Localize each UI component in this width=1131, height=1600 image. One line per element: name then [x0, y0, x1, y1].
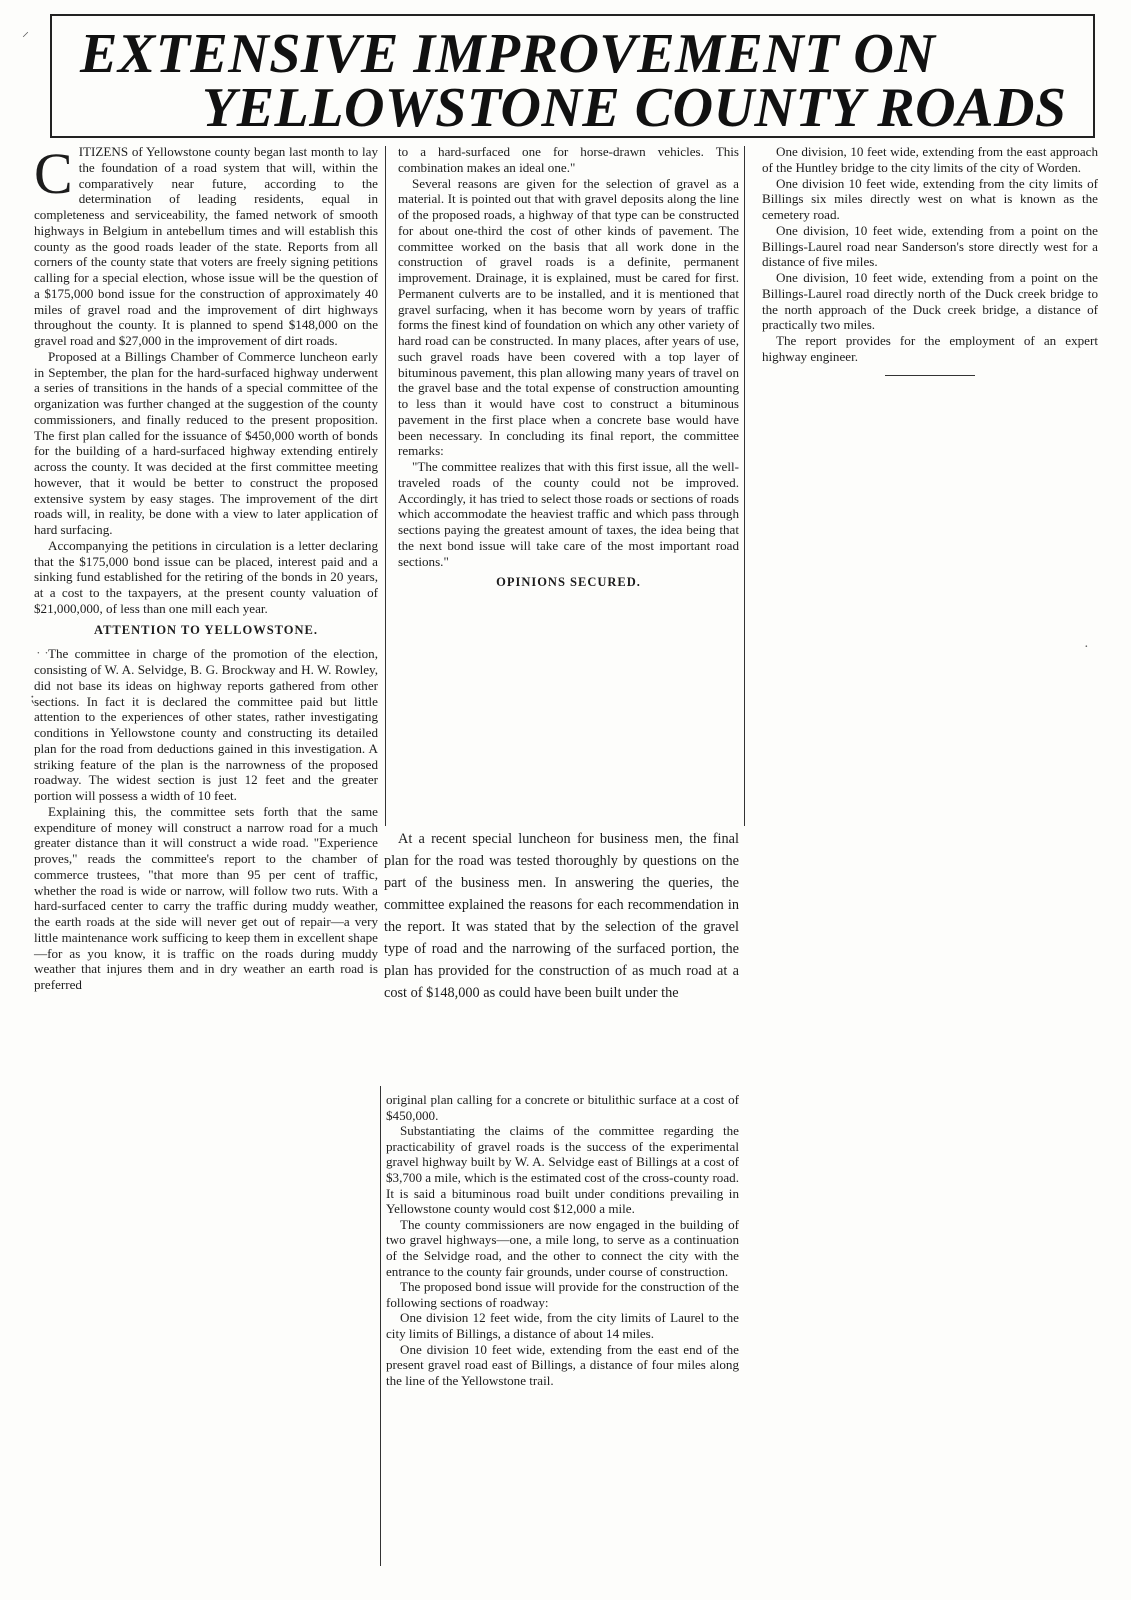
paragraph: One division, 10 feet wide, extending from a point on the Billings-Laurel road near Sanderson's store directly west for a distance of five miles. [762, 222, 1098, 270]
paragraph: One division, 10 feet wide, extending from a point on the Billings-Laurel road directly north of the Duck creek bridge to the north approach of the Duck creek bridge, a distance of practically two miles. [762, 270, 1098, 333]
paragraph: The county commissioners are now engaged in the building of two gravel highways—one, a mile long, to serve as a continuation of the Selvidge road, and the other to connect the city with the entrance to the county fair grounds, under course of construction. [386, 1216, 739, 1279]
paragraph: The report provides for the employment of an expert highway engineer. [762, 333, 1098, 364]
article-column-1 [34, 141, 378, 993]
paragraph: Proposed at a Billings Chamber of Commerce luncheon early in September, the plan for the hard-surfaced highway underwent a series of transitions in the hands of a special committee of the organization was further changed at the suggestion of the county commissioners, and finally reduced to the present proposition. The first plan called for the issuance of $450,000 worth of bonds for the building of a hard-surfaced highway extending entirely across the county. It was decided at the first committee meeting however, that it would be better to construct the proposed extensive system by easy stages. The improvement of the dirt roads will, in reality, be done with a view to later application of hard surfacing. [34, 348, 378, 537]
paragraph: At a recent special luncheon for business men, the final plan for the road was tested thoroughly by questions on the part of the business men. In answering the queries, the committee explained the reasons for each recommendation in the report. It was stated that by the selection of the gravel type of road and the narrowing of the surfaced portion, the plan has provided for the construction of as much road at a cost of $148,000 as could have been built under the [384, 831, 739, 1001]
article-column-2-bottom [386, 1092, 739, 1388]
margin-mark: · [1084, 640, 1089, 655]
paragraph: The proposed bond issue will provide for the construction of the following sections of roadway: [386, 1279, 739, 1310]
lead-paragraph: CITIZENS of Yellowstone county began last month to lay the foundation of a road system that will, within the comparatively near future, according to the determination of leading residents, equal in completeness and serviceability, the famed network of smooth highways in Belgium in antebellum times and will establish this county as the good roads leader of the state. Reports from all corners of the county state that voters are freely signing petitions calling for a special election, whose issue will be the question of a $175,000 bond issue for the construction of approximately 40 miles of gravel road and the improvement of dirt highways throughout the county. It is planned to spend $148,000 on the gravel road and $27,000 in the improvement of dirt roads. [34, 141, 378, 348]
paragraph: Accompanying the petitions in circulation is a letter declaring that the $175,000 bond issue can be placed, interest paid and a sinking fund established for the retiring of the bonds in 20 years, at a cost to the taxpayers, at the present county valuation of $21,000,000, of less than one mill each year. [34, 537, 378, 616]
paragraph: Substantiating the claims of the committee regarding the practicability of gravel roads is the success of the experimental gravel highway built by W. A. Selvidge east of Billings at a cost of $3,700 a mile, which is the estimated cost of the cross-county road. It is said a bituminous road built under conditions prevailing in Yellowstone county would cost $12,000 a mile. [386, 1123, 739, 1217]
end-rule [885, 375, 975, 376]
paragraph: to a hard-surfaced one for horse-drawn vehicles. This combination makes an ideal one." [398, 144, 739, 175]
headline-box [50, 14, 1095, 138]
margin-mark: ˙ ˙ [36, 650, 49, 665]
paragraph: One division 10 feet wide, extending from the east end of the present gravel road east of Billings, a distance of four miles along the line of the Yellowstone trail. [386, 1341, 739, 1388]
column-divider [380, 1086, 381, 1566]
headline-line-2: YELLOWSTONE COUNTY ROADS [202, 77, 1067, 139]
paragraph: original plan calling for a concrete or bitulithic surface at a cost of $450,000. [386, 1092, 739, 1123]
margin-mark: ⸝ [22, 25, 29, 40]
column-divider [385, 146, 386, 826]
drop-cap: C [34, 141, 73, 206]
paragraph: The committee in charge of the promotion of the election, consisting of W. A. Selvidge, B. G. Brockway and H. W. Rowley, did not base its ideas on highway reports gathered from other sections. In fact it is declared the committee paid but little attention to the experiences of other states, rather investigating conditions in Yellowstone county and constructing its detailed plan for the road from deductions gained in this investigation. A striking feature of the plan is the narrowness of the proposed roadway. The widest section is just 12 feet and the greater portion will possess a width of 10 feet. [34, 646, 378, 803]
article-column-2-middle [384, 828, 739, 1004]
paragraph: "The committee realizes that with this first issue, all the well-traveled roads of the county could not be improved. Accordingly, it has tried to select those roads or sections of roads which accommodate the heaviest traffic and which pass through sections paying the greatest amount of taxes, the idea being that the next bond issue will take care of the most important road sections." [398, 459, 739, 569]
paragraph: Several reasons are given for the selection of gravel as a material. It is pointed out that with gravel deposits along the line of the proposed roads, a highway of that type can be constructed for about one-third the cost of other kinds of pavement. The committee worked on the basis that all work done in the construction of gravel roads is a definite, permanent improvement. Drainage, it is explained, must be cared for first. Permanent culverts are to be installed, and it is mentioned that gravel surfacing, when it has become worn by years of traffic forms the finest kind of foundation on which any other variety of hard road can be constructed. In many places, after years of use, such gravel roads have been covered with a top layer of bituminous pavement, this plan allowing many years of travel on the gravel base and the total expense of construction amounting to less than it would have cost to construct a bituminous pavement in the first place when a concrete base would have been necessary. In concluding its final report, the committee remarks: [398, 175, 739, 459]
headline-line-1: EXTENSIVE IMPROVEMENT ON [80, 23, 936, 85]
paragraph: One division, 10 feet wide, extending from the east approach of the Huntley bridge to the city limits of the city of Worden. [762, 144, 1098, 175]
article-column-2 [398, 144, 739, 599]
subheading: OPINIONS SECURED. [496, 575, 641, 590]
column-divider [744, 146, 745, 826]
article-column-3 [762, 144, 1098, 376]
subheading: ATTENTION TO YELLOWSTONE. [93, 622, 319, 637]
paragraph: Explaining this, the committee sets forth that the same expenditure of money will construct a narrow road for a much greater distance than it will construct a wide road. "Experience proves," reads the committee's report to the chamber of commerce trustees, "that more than 95 per cent of traffic, whether the road is wide or narrow, will follow two ruts. With a hard-surfaced center to carry the traffic during muddy weather, the earth roads at the side will never get out of repair—a very little maintenance work sufficing to keep them in excellent shape—for as you know, it is traffic on the roads during muddy weather that injures them and in dry weather an earth road is preferred [34, 803, 378, 992]
paragraph: One division 12 feet wide, from the city limits of Laurel to the city limits of Billings, a distance of about 14 miles. [386, 1310, 739, 1341]
margin-mark: ⁏ [30, 691, 35, 706]
paragraph: One division 10 feet wide, extending from the city limits of Billings six miles directly west on what is known as the cemetery road. [762, 175, 1098, 222]
